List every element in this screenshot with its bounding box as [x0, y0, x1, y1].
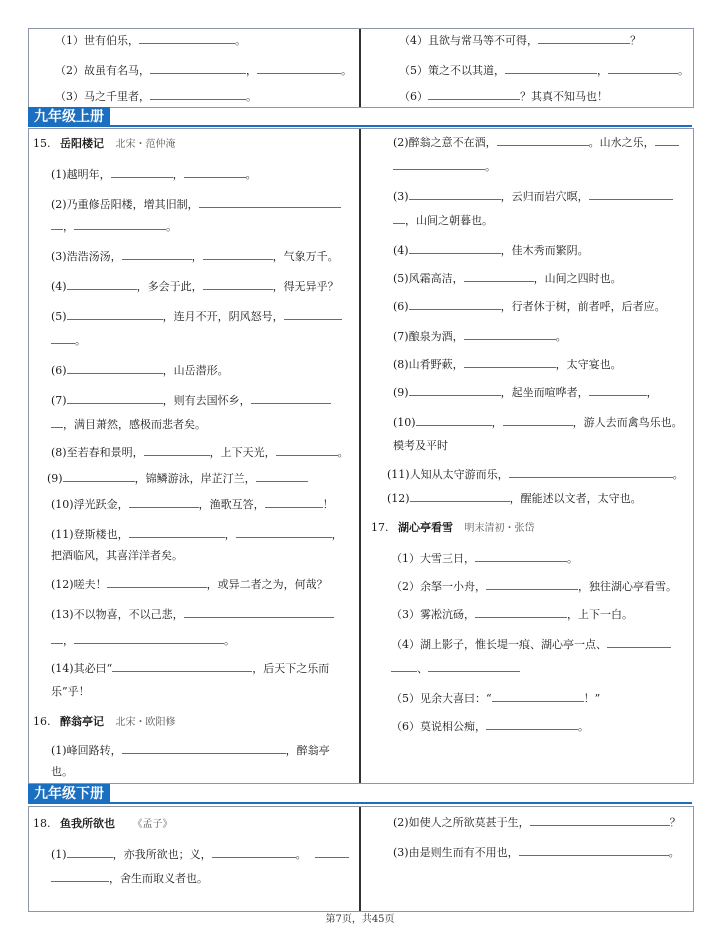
t18-l1b [51, 869, 208, 888]
answer-blank[interactable] [486, 717, 578, 730]
answer-blank[interactable] [122, 741, 286, 754]
t15-l1 [51, 165, 257, 184]
answer-blank[interactable] [409, 241, 501, 254]
answer-blank[interactable] [464, 355, 556, 368]
line-text: (13)不以物喜，不以己悲， [51, 608, 184, 621]
section-header-grade9-lower: 九年级下册 [28, 784, 110, 804]
line-text: (14)其必曰“ [51, 662, 113, 675]
answer-blank[interactable] [203, 247, 273, 260]
answer-blank[interactable] [74, 217, 166, 230]
line-text: (9) [47, 472, 63, 485]
answer-blank[interactable] [122, 247, 192, 260]
t15-l6 [51, 361, 229, 380]
column-divider [359, 29, 361, 107]
t17-title: 湖心亭看雪 [398, 521, 453, 534]
t17-l3 [391, 605, 633, 624]
item-number: 16. [33, 715, 51, 728]
item-number: 18. [33, 817, 51, 830]
line-text: (1)越明年， [51, 168, 111, 181]
t16-header [33, 713, 176, 732]
punct: 。 [246, 90, 257, 103]
answer-blank[interactable] [464, 269, 534, 282]
t15-l5 [51, 307, 342, 326]
t16-r2 [393, 133, 679, 152]
line-text: (12) [387, 492, 410, 505]
t17-l2 [391, 577, 677, 596]
line-text: (10)浮光跃金， [51, 498, 129, 511]
line-text: ，渔歌互答， [198, 498, 265, 511]
t17-l5 [391, 689, 600, 708]
line-text: ，满目萧然，感极而悲者矣。 [63, 418, 206, 431]
line-text: （2）余拏一小舟， [391, 580, 486, 593]
answer-blank[interactable] [129, 495, 199, 508]
item-number: 17. [371, 521, 389, 534]
answer-blank[interactable] [315, 845, 349, 858]
t15-l8 [51, 443, 349, 462]
section-rule [28, 802, 692, 804]
answer-blank[interactable] [67, 391, 163, 404]
item-number: 15. [33, 137, 51, 150]
line-text: (3)浩浩汤汤， [51, 250, 122, 263]
t18-author: 《孟子》 [132, 819, 173, 830]
answer-blank[interactable] [199, 195, 341, 208]
line-text: (12)嗟夫！ [51, 578, 107, 591]
answer-blank[interactable] [464, 327, 556, 340]
line-text: (5)风霜高洁， [393, 272, 464, 285]
block-1 [28, 28, 694, 108]
punct: ？ [630, 34, 641, 47]
line-text: (2)如使人之所欲莫甚于生， [393, 816, 530, 829]
t15-l14b [51, 683, 90, 701]
punct: ， [646, 386, 658, 399]
b1-item-6 [399, 87, 608, 106]
t16-r3b [393, 211, 493, 230]
t15-l7 [51, 391, 331, 410]
punct: ？ [669, 816, 681, 829]
t15-l12 [51, 575, 328, 594]
answer-blank[interactable] [111, 165, 173, 178]
t16-r10 [393, 413, 683, 432]
t15-l7b [51, 415, 206, 434]
line-text: （5）策之不以其道， [399, 64, 505, 77]
line-text: ，锦鳞游泳，岸芷汀兰， [134, 472, 256, 485]
answer-blank[interactable] [150, 61, 246, 74]
block-3 [28, 806, 694, 912]
answer-blank[interactable] [265, 495, 323, 508]
answer-blank[interactable] [67, 845, 113, 858]
t18-r2 [393, 813, 681, 832]
line-text: (1) [51, 848, 67, 861]
answer-blank[interactable] [256, 469, 308, 482]
answer-blank[interactable] [589, 383, 647, 396]
t18-r3 [393, 843, 680, 862]
t15-l13 [51, 605, 334, 624]
t16-r6 [393, 297, 666, 316]
line-text: 乐”乎！ [51, 685, 90, 698]
t17-l1 [391, 549, 578, 568]
line-text: (10) [393, 416, 416, 429]
t15-l10 [51, 495, 334, 514]
t16-r12 [387, 489, 642, 508]
t16-r5 [393, 269, 622, 288]
answer-blank[interactable] [589, 187, 673, 200]
answer-blank[interactable] [212, 845, 296, 858]
t18-l1 [51, 845, 349, 864]
t16-r7 [393, 327, 567, 346]
answer-blank[interactable] [428, 659, 520, 672]
line-text: 模考及平时 [393, 439, 448, 452]
line-text: ，得无异乎？ [272, 280, 339, 293]
t16-title: 醉翁亭记 [60, 715, 104, 728]
t15-l13b [51, 631, 235, 650]
punct: 。 [341, 64, 352, 77]
line-text: ，则有去国怀乡， [162, 394, 251, 407]
line-text: ，连月不开，阴风怒号， [162, 310, 284, 323]
answer-blank[interactable] [67, 361, 163, 374]
line-text: 。山水之乐， [588, 136, 655, 149]
t15-l4 [51, 277, 339, 296]
t17-l4 [391, 635, 671, 654]
punct: 。 [678, 64, 689, 77]
punct: 、 [417, 662, 428, 675]
line-text: ，后天下之乐而 [252, 662, 330, 675]
answer-blank[interactable] [530, 813, 670, 826]
answer-blank[interactable] [410, 489, 510, 502]
line-text: 把酒临风，其喜洋洋者矣。 [51, 549, 183, 562]
t15-l9 [47, 469, 308, 488]
line-text: ，山间之朝暮也。 [405, 214, 493, 227]
line-text: ，或异二者之为，何哉？ [206, 578, 328, 591]
punct: ， [63, 220, 74, 233]
line-text: ，亦我所欲也；义， [112, 848, 212, 861]
answer-blank[interactable] [409, 187, 501, 200]
answer-blank[interactable] [475, 605, 567, 618]
answer-blank[interactable] [203, 277, 273, 290]
punct: 。 [485, 160, 496, 173]
line-text: ，上下天光， [209, 446, 276, 459]
punct: 。 [555, 330, 567, 343]
t16-author: 北宋・欧阳修 [115, 717, 176, 728]
answer-blank[interactable] [497, 133, 589, 146]
answer-blank[interactable] [519, 843, 669, 856]
line-text: ，醉翁亭 [285, 744, 330, 757]
punct: ， [224, 528, 236, 541]
line-text: (3)由是则生而有不用也， [393, 846, 519, 859]
t17-l4b [391, 659, 520, 678]
line-text: ，舍生而取义者也。 [109, 872, 208, 885]
answer-blank[interactable] [276, 443, 338, 456]
page-footer: 第7页，共45页 [325, 914, 395, 925]
answer-blank[interactable] [409, 383, 501, 396]
line-text: ，云归而岩穴暝， [500, 190, 589, 203]
punct: 。 [245, 168, 257, 181]
answer-blank[interactable] [51, 415, 63, 428]
punct: ， [172, 168, 184, 181]
answer-blank[interactable] [112, 659, 252, 672]
line-text: （1）世有伯乐， [55, 34, 139, 47]
answer-blank[interactable] [51, 869, 109, 882]
line-text: ，气象万千。 [272, 250, 339, 263]
t15-l5b [51, 331, 86, 350]
line-text: (4) [51, 280, 67, 293]
t16-r4 [393, 241, 589, 260]
t15-title: 岳阳楼记 [60, 137, 104, 150]
punct: 。 [166, 220, 177, 233]
line-text: （5）见余大喜曰：“ [391, 692, 492, 705]
t16-r8 [393, 355, 622, 374]
t18-title: 鱼我所欲也 [60, 817, 115, 830]
line-text: (3) [393, 190, 409, 203]
answer-blank[interactable] [74, 631, 224, 644]
line-text: ，醒能述以文者，太守也。 [509, 492, 642, 505]
answer-blank[interactable] [67, 307, 163, 320]
line-text: (7)酿泉为酒， [393, 330, 464, 343]
punct: ， [331, 528, 343, 541]
answer-blank[interactable] [393, 211, 405, 224]
line-text: (11)人知从太守游而乐， [387, 468, 509, 481]
t17-author: 明末清初・张岱 [464, 523, 535, 534]
line-text: ，太守宴也。 [555, 358, 622, 371]
punct: 。 [224, 634, 235, 647]
answer-blank[interactable] [51, 217, 63, 230]
block-2 [28, 128, 694, 784]
answer-blank[interactable] [184, 605, 334, 618]
answer-blank[interactable] [139, 31, 235, 44]
line-text: (4) [393, 244, 409, 257]
line-text: （3）马之千里者， [55, 90, 150, 103]
punct: 。 [235, 34, 246, 47]
line-text: ？其真不知马也！ [520, 90, 608, 103]
t16-r11 [387, 465, 684, 484]
line-text: ，独往湖心亭看雪。 [578, 580, 677, 593]
answer-blank[interactable] [475, 549, 567, 562]
answer-blank[interactable] [509, 465, 673, 478]
answer-blank[interactable] [505, 61, 597, 74]
punct: 。 [75, 334, 86, 347]
t16-r2b [393, 157, 496, 176]
line-text: （1）大雪三日， [391, 552, 475, 565]
t15-l3 [51, 247, 339, 266]
answer-blank[interactable] [184, 165, 246, 178]
line-text: (7) [51, 394, 67, 407]
answer-blank[interactable] [409, 297, 501, 310]
section-rule [28, 125, 692, 127]
t16-l1b [51, 763, 73, 781]
t15-l11 [51, 525, 343, 544]
line-text: (1)峰回路转， [51, 744, 122, 757]
t15-l14 [51, 659, 329, 678]
line-text: 也。 [51, 765, 73, 778]
line-text: (2)醉翁之意不在酒， [393, 136, 497, 149]
answer-blank[interactable] [63, 469, 135, 482]
t16-r3 [393, 187, 673, 206]
answer-blank[interactable] [150, 87, 246, 100]
punct: ， [597, 64, 608, 77]
punct: ， [63, 634, 74, 647]
line-text: (8)至若春和景明， [51, 446, 144, 459]
line-text: ，行者休于树，前者呼，后者应。 [500, 300, 666, 313]
mock-exam-label [393, 437, 448, 455]
punct: 。 [668, 846, 680, 859]
b1-item-2 [55, 61, 352, 80]
line-text: ，佳木秀而繁阴。 [500, 244, 589, 257]
answer-blank[interactable] [655, 133, 679, 146]
t15-header [33, 135, 176, 154]
t18-header [33, 815, 173, 834]
column-divider [359, 129, 361, 783]
line-text: ，山间之四时也。 [533, 272, 622, 285]
punct: ， [246, 64, 257, 77]
line-text: （6） [399, 90, 428, 103]
line-text: （6）莫说相公痴， [391, 720, 486, 733]
line-text: ！ [322, 498, 334, 511]
t16-r9 [393, 383, 658, 402]
line-text: (6) [393, 300, 409, 313]
line-text: (9) [393, 386, 409, 399]
answer-blank[interactable] [391, 659, 417, 672]
punct: 。 [295, 848, 307, 861]
line-text: (2)乃重修岳阳楼，增其旧制， [51, 198, 199, 211]
answer-blank[interactable] [486, 577, 578, 590]
section-header-grade9-upper: 九年级上册 [28, 107, 110, 127]
answer-blank[interactable] [608, 61, 678, 74]
answer-blank[interactable] [503, 413, 573, 426]
t15-author: 北宋・范仲淹 [115, 139, 176, 150]
t17-header [371, 519, 535, 538]
b1-item-3 [55, 87, 257, 106]
answer-blank[interactable] [284, 307, 342, 320]
answer-blank[interactable] [129, 525, 225, 538]
answer-blank[interactable] [236, 525, 332, 538]
punct: 。 [337, 446, 349, 459]
answer-blank[interactable] [393, 157, 485, 170]
line-text: (5) [51, 310, 67, 323]
line-text: （4）且欲与常马等不可得， [399, 34, 538, 47]
b1-item-1 [55, 31, 246, 50]
answer-blank[interactable] [251, 391, 331, 404]
answer-blank[interactable] [51, 631, 63, 644]
answer-blank[interactable] [107, 575, 207, 588]
t16-l1 [51, 741, 330, 760]
punct: 。 [567, 552, 578, 565]
line-text: （3）雾凇沆砀， [391, 608, 475, 621]
answer-blank[interactable] [428, 87, 520, 100]
line-text: ，游人去而禽鸟乐也。 [572, 416, 683, 429]
line-text: ，多会于此， [136, 280, 203, 293]
line-text: (8)山肴野蔌， [393, 358, 464, 371]
answer-blank[interactable] [257, 61, 341, 74]
b1-item-4 [399, 31, 641, 50]
answer-blank[interactable] [144, 443, 210, 456]
answer-blank[interactable] [67, 277, 137, 290]
answer-blank[interactable] [492, 689, 584, 702]
b1-item-5 [399, 61, 689, 80]
t15-l2b [51, 217, 177, 236]
t15-l2 [51, 195, 341, 214]
t17-l6 [391, 717, 589, 736]
line-text: (11)登斯楼也， [51, 528, 129, 541]
answer-blank[interactable] [416, 413, 492, 426]
answer-blank[interactable] [51, 331, 75, 344]
answer-blank[interactable] [538, 31, 630, 44]
line-text: ！” [583, 692, 601, 705]
line-text: ，起坐而喧哗者， [500, 386, 589, 399]
line-text: （2）故虽有名马， [55, 64, 150, 77]
line-text: (6) [51, 364, 67, 377]
line-text: （4）湖上影子，惟长堤一痕、湖心亭一点、 [391, 638, 607, 651]
answer-blank[interactable] [607, 635, 671, 648]
punct: ， [491, 416, 503, 429]
punct: 。 [578, 720, 589, 733]
line-text: ，山岳潜形。 [162, 364, 229, 377]
t15-l11b [51, 547, 183, 565]
line-text: ，上下一白。 [567, 608, 633, 621]
column-divider [359, 807, 361, 911]
punct: 。 [672, 468, 684, 481]
punct: ， [191, 250, 203, 263]
